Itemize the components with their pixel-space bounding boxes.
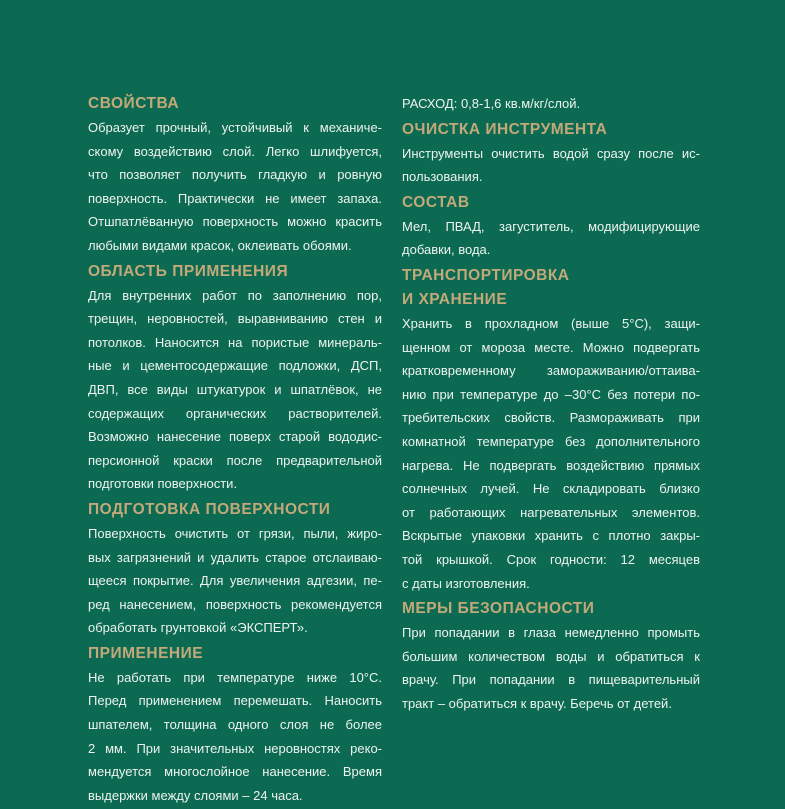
section-heading-surface-preparation: ПОДГОТОВКА ПОВЕРХНОСТИ [88, 500, 331, 518]
consumption-text [402, 92, 700, 116]
section-heading-properties: СВОЙСТВА [88, 95, 180, 112]
text-line: солнечных лучей. Не складировать близко [402, 481, 700, 497]
section-heading-usage: ПРИМЕНЕНИЕ [88, 644, 204, 662]
text-line: выдержки между слоями – 24 часа. [88, 787, 303, 803]
text-line: РАСХОД: 0,8-1,6 кв.м/кг/слой. [402, 96, 581, 111]
text-line: тракт – обратиться к врачу. Беречь от детей. [402, 695, 672, 711]
text-line: шпателем, толщина одного слоя не более [88, 717, 382, 733]
section-heading-safety: МЕРЫ БЕЗОПАСНОСТИ [402, 600, 595, 618]
text-line: скому воздействию слой. Легко шлифуется, [88, 143, 382, 159]
text-line: щееся покрытие. Для увеличения адгезии, пе- [88, 573, 382, 589]
text-line: мендуется многослойное нанесение. Время [88, 764, 382, 780]
right-column [402, 92, 700, 717]
text-line: пользования. [402, 169, 483, 185]
section-body-transport-storage [402, 312, 700, 595]
text-line: Поверхность очистить от грязи, пыли, жиро- [88, 525, 382, 541]
text-line: добавки, вода. [402, 242, 491, 258]
text-line: трещин, неровностей, выравниванию стен и [88, 311, 382, 327]
section-heading-composition: СОСТАВ [402, 193, 470, 211]
section-body-surface-preparation [88, 522, 382, 640]
heading-line: ТРАНСПОРТИРОВКА [402, 266, 570, 284]
section-body-composition [402, 215, 700, 262]
text-line: ред нанесением, поверхность рекомендуется [88, 596, 382, 612]
section-body-properties [88, 116, 382, 258]
text-line: Хранить в прохладном (выше 5°С), защи- [402, 315, 700, 331]
text-line: поверхность. Практически не имеет запаха. [88, 190, 382, 206]
text-line: нагрева. Не подвергать воздействию прямых [402, 457, 700, 473]
text-line: Вскрытые упаковки хранить с плотно закры- [402, 528, 700, 544]
text-line: Перед применением перемешать. Наносить [88, 693, 382, 709]
section-heading-application-area: ОБЛАСТЬ ПРИМЕНЕНИЯ [88, 262, 289, 280]
text-line: что позволяет получить гладкую и ровную [88, 167, 382, 183]
text-line: от работающих нагревательных элементов. [402, 504, 700, 520]
text-line: любыми видами красок, оклеивать обоями. [88, 237, 352, 253]
text-line: Для внутренних работ по заполнению пор, [88, 287, 382, 303]
text-line: врачу. При попадании в пищеварительный [402, 672, 700, 688]
text-line: потолков. Наносится на пористые минераль- [88, 334, 382, 350]
section-heading-transport-storage [402, 264, 700, 312]
text-line: содержащих органических растворителей. [88, 405, 382, 421]
text-line: той крышкой. Срок годности: 12 месяцев [402, 551, 700, 567]
text-line: подготовки поверхности. [88, 476, 238, 492]
text-line: комнатной температуре без дополнительного [402, 433, 700, 449]
section-body-safety [402, 621, 700, 715]
text-line: Образует прочный, устойчивый к механиче- [88, 120, 382, 135]
text-line: большим количеством воды и обратиться к [402, 648, 700, 664]
text-line: Инструменты очистить водой сразу после ис- [402, 145, 700, 161]
section-heading-tool-cleaning: ОЧИСТКА ИНСТРУМЕНТА [402, 120, 608, 138]
text-line: При попадании в глаза немедленно промыть [402, 625, 700, 641]
heading-line: И ХРАНЕНИЕ [402, 290, 508, 308]
text-line: вых загрязнений и удалить старое отслаиваю- [88, 549, 382, 565]
text-line: 2 мм. При значительных неровностях реко- [88, 740, 382, 756]
text-line: Мел, ПВАД, загуститель, модифицирующие [402, 218, 700, 234]
text-line: с даты изготовления. [402, 575, 530, 591]
text-line: кратковременному замораживанию/оттаива- [402, 363, 700, 379]
text-line: персионной краски после предварительной [88, 452, 382, 468]
text-line: обработать грунтовкой «ЭКСПЕРТ». [88, 620, 308, 636]
section-body-tool-cleaning [402, 142, 700, 189]
text-line: Возможно нанесение поверх старой вододис- [88, 429, 382, 445]
text-line: щенном от мороза месте. Можно подвергать [402, 339, 700, 355]
text-line: ные и цементосодержащие подложки, ДСП, [88, 358, 382, 374]
text-line: нию при температуре до –30°С без потери по- [402, 386, 700, 402]
text-line: требительских свойств. Размораживать при [402, 410, 700, 426]
text-line: ДВП, все виды штукатурок и шпатлёвок, не [88, 381, 382, 397]
left-column [88, 92, 382, 809]
section-body-application-area [88, 284, 382, 496]
section-body-usage [88, 666, 382, 808]
text-line: Отшпатлёванную поверхность можно красить [88, 214, 382, 230]
text-line: Не работать при температуре ниже 10°С. [88, 669, 382, 685]
